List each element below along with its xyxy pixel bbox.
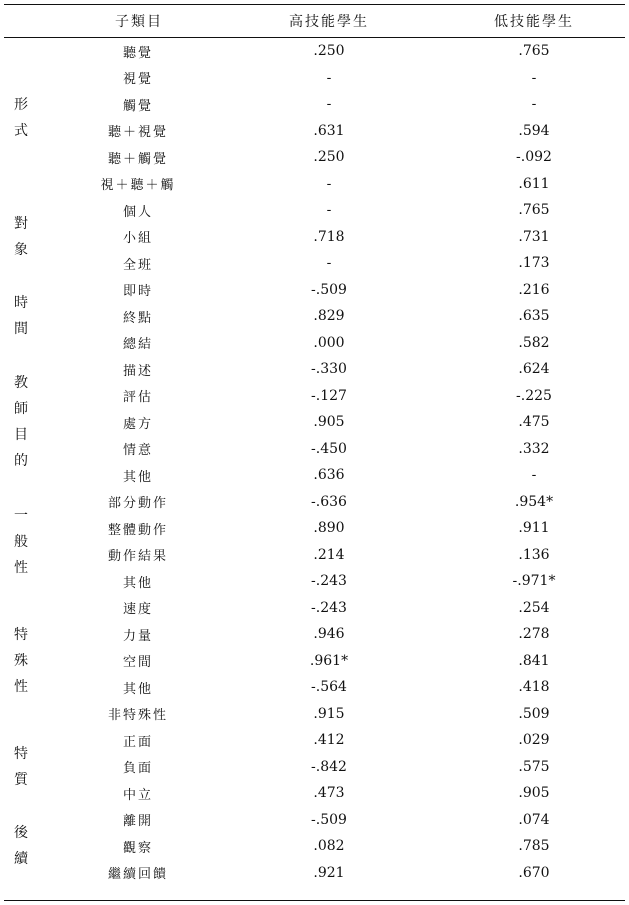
table-row — [4, 754, 625, 781]
high-skill-value: - — [326, 202, 332, 219]
table-row — [4, 860, 625, 887]
low-skill-value: .575 — [518, 758, 550, 775]
category-label-char: 一 — [14, 507, 28, 524]
high-skill-value: -.564 — [311, 679, 347, 696]
high-skill-value: .214 — [313, 546, 345, 563]
low-skill-value: .418 — [518, 679, 550, 696]
high-skill-value: .905 — [313, 414, 345, 431]
table-row — [4, 330, 625, 357]
high-skill-value: -.842 — [311, 758, 347, 775]
high-skill-value: - — [326, 255, 332, 272]
category-label — [10, 277, 32, 357]
high-skill-value: .412 — [313, 732, 345, 749]
subcategory-cell: 繼續回饋 — [107, 867, 168, 883]
low-skill-value: - — [531, 69, 537, 86]
table-row — [4, 303, 625, 330]
low-skill-value: .278 — [518, 626, 550, 643]
high-skill-value: .631 — [313, 122, 345, 139]
table-row — [4, 197, 625, 224]
category-label-char: 師 — [14, 401, 28, 418]
subcategory-cell: 即時 — [122, 284, 153, 300]
subcategory-cell: 離開 — [122, 814, 153, 830]
subcategory-cell: 處方 — [122, 416, 153, 432]
high-skill-value: .946 — [313, 626, 345, 643]
table-row — [4, 409, 625, 436]
subcategory-cell: 聽＋觸覺 — [107, 151, 168, 167]
category-label — [10, 356, 32, 489]
high-skill-value: .961* — [309, 652, 349, 669]
low-skill-value: .029 — [518, 732, 550, 749]
low-skill-value: .254 — [518, 599, 550, 616]
high-skill-value: .000 — [313, 334, 345, 351]
low-skill-value: -.225 — [516, 387, 552, 404]
high-skill-value: - — [326, 69, 332, 86]
low-skill-value: .332 — [518, 440, 550, 457]
subcategory-cell: 中立 — [122, 787, 153, 803]
table-row — [4, 38, 625, 65]
high-skill-value: -.330 — [311, 361, 347, 378]
high-skill-value: -.243 — [311, 573, 347, 590]
low-skill-value: .136 — [518, 546, 550, 563]
table-row — [4, 701, 625, 728]
high-skill-value: .473 — [313, 785, 345, 802]
table-row — [4, 91, 625, 118]
subcategory-cell: 動作結果 — [107, 549, 168, 565]
table-row — [4, 462, 625, 489]
subcategory-cell: 正面 — [122, 734, 153, 750]
low-skill-value: .074 — [518, 811, 550, 828]
low-skill-value: .731 — [518, 228, 550, 245]
table-row — [4, 224, 625, 251]
category-label-char: 續 — [14, 851, 28, 868]
subcategory-cell: 力量 — [122, 628, 153, 644]
high-skill-value: .250 — [313, 149, 345, 166]
bottom-rule — [4, 900, 625, 901]
low-skill-value: .509 — [518, 705, 550, 722]
subcategory-cell: 描述 — [122, 363, 153, 379]
subcategory-cell: 其他 — [122, 575, 153, 591]
table-row — [4, 833, 625, 860]
table-row — [4, 727, 625, 754]
category-label-char: 般 — [14, 533, 28, 550]
subcategory-cell: 視＋聽＋觸 — [100, 178, 176, 194]
low-skill-value: -.092 — [516, 149, 552, 166]
subcategory-cell: 視覺 — [122, 72, 153, 88]
table-row — [4, 356, 625, 383]
subcategory-cell: 觸覺 — [122, 98, 153, 114]
subcategory-cell: 總結 — [122, 337, 153, 353]
high-skill-value: -.450 — [311, 440, 347, 457]
category-label — [10, 727, 32, 807]
category-label — [10, 489, 32, 595]
subcategory-cell: 其他 — [122, 469, 153, 485]
category-label — [10, 38, 32, 197]
category-label-char: 象 — [14, 241, 28, 258]
high-skill-value: -.509 — [311, 281, 347, 298]
table-row — [4, 171, 625, 198]
high-skill-value: -.127 — [311, 387, 347, 404]
subcategory-cell: 情意 — [122, 443, 153, 459]
low-skill-value: .475 — [518, 414, 550, 431]
table-row — [4, 780, 625, 807]
high-skill-value: - — [326, 96, 332, 113]
low-skill-value: .954* — [514, 493, 554, 510]
category-label-char: 對 — [14, 215, 28, 232]
subcategory-cell: 觀察 — [122, 840, 153, 856]
subcategory-cell: 聽覺 — [122, 45, 153, 61]
table-row — [4, 568, 625, 595]
low-skill-value: .635 — [518, 308, 550, 325]
low-skill-value: .582 — [518, 334, 550, 351]
high-skill-value: .915 — [313, 705, 345, 722]
high-skill-value: -.509 — [311, 811, 347, 828]
category-label-char: 特 — [14, 626, 28, 643]
low-skill-value: .670 — [518, 864, 550, 881]
correlation-table — [4, 4, 625, 901]
category-label-char: 後 — [14, 825, 28, 842]
high-skill-value: .890 — [313, 520, 345, 537]
subcategory-cell: 速度 — [122, 602, 153, 618]
subcategory-cell: 終點 — [122, 310, 153, 326]
high-skill-value: -.243 — [311, 599, 347, 616]
table-row — [4, 383, 625, 410]
table-row — [4, 621, 625, 648]
category-label-char: 式 — [14, 122, 28, 139]
low-skill-value: - — [531, 96, 537, 113]
header-low-skill: 低技能學生 — [494, 13, 574, 30]
category-label-char: 間 — [14, 321, 28, 338]
header-subcategory: 子類目 — [115, 13, 163, 30]
table-row — [4, 515, 625, 542]
low-skill-value: -.971* — [512, 573, 556, 590]
category-label-char: 教 — [14, 375, 28, 392]
category-label-char: 的 — [14, 453, 28, 470]
category-label-char: 性 — [14, 678, 28, 695]
category-label-char: 時 — [14, 295, 28, 312]
table-row — [4, 118, 625, 145]
low-skill-value: .911 — [518, 520, 550, 537]
table-row — [4, 144, 625, 171]
low-skill-value: .785 — [518, 838, 550, 855]
table-row — [4, 436, 625, 463]
table-row — [4, 595, 625, 622]
subcategory-cell: 負面 — [122, 761, 153, 777]
low-skill-value: .594 — [518, 122, 550, 139]
high-skill-value: - — [326, 175, 332, 192]
subcategory-cell: 整體動作 — [107, 522, 168, 538]
subcategory-cell: 全班 — [122, 257, 153, 273]
category-label-char: 形 — [14, 96, 28, 113]
high-skill-value: .921 — [313, 864, 345, 881]
low-skill-value: .905 — [518, 785, 550, 802]
low-skill-value: .624 — [518, 361, 550, 378]
high-skill-value: -.636 — [311, 493, 347, 510]
subcategory-cell: 非特殊性 — [107, 708, 168, 724]
table-row — [4, 807, 625, 834]
low-skill-value: .765 — [518, 43, 550, 60]
category-label-char: 性 — [14, 559, 28, 576]
subcategory-cell: 個人 — [122, 204, 153, 220]
table-row — [4, 542, 625, 569]
category-label-char: 質 — [14, 771, 28, 788]
subcategory-cell: 小組 — [122, 231, 153, 247]
category-label — [10, 595, 32, 728]
category-label — [10, 197, 32, 277]
high-skill-value: .829 — [313, 308, 345, 325]
category-label-char: 目 — [14, 427, 28, 444]
category-label-char: 殊 — [14, 652, 28, 669]
category-label-char: 特 — [14, 745, 28, 762]
table-row — [4, 674, 625, 701]
table-row — [4, 489, 625, 516]
low-skill-value: .841 — [518, 652, 550, 669]
low-skill-value: .216 — [518, 281, 550, 298]
subcategory-cell: 其他 — [122, 681, 153, 697]
table-row — [4, 648, 625, 675]
low-skill-value: - — [531, 467, 537, 484]
subcategory-cell: 聽＋視覺 — [107, 125, 168, 141]
subcategory-cell: 部分動作 — [107, 496, 168, 512]
table-row — [4, 277, 625, 304]
low-skill-value: .765 — [518, 202, 550, 219]
subcategory-cell: 空間 — [122, 655, 153, 671]
high-skill-value: .636 — [313, 467, 345, 484]
table-row — [4, 250, 625, 277]
low-skill-value: .173 — [518, 255, 550, 272]
category-label — [10, 807, 32, 887]
table-row — [4, 65, 625, 92]
high-skill-value: .250 — [313, 43, 345, 60]
low-skill-value: .611 — [518, 175, 550, 192]
subcategory-cell: 評估 — [122, 390, 153, 406]
high-skill-value: .082 — [313, 838, 345, 855]
header-high-skill: 高技能學生 — [289, 13, 369, 30]
high-skill-value: .718 — [313, 228, 345, 245]
